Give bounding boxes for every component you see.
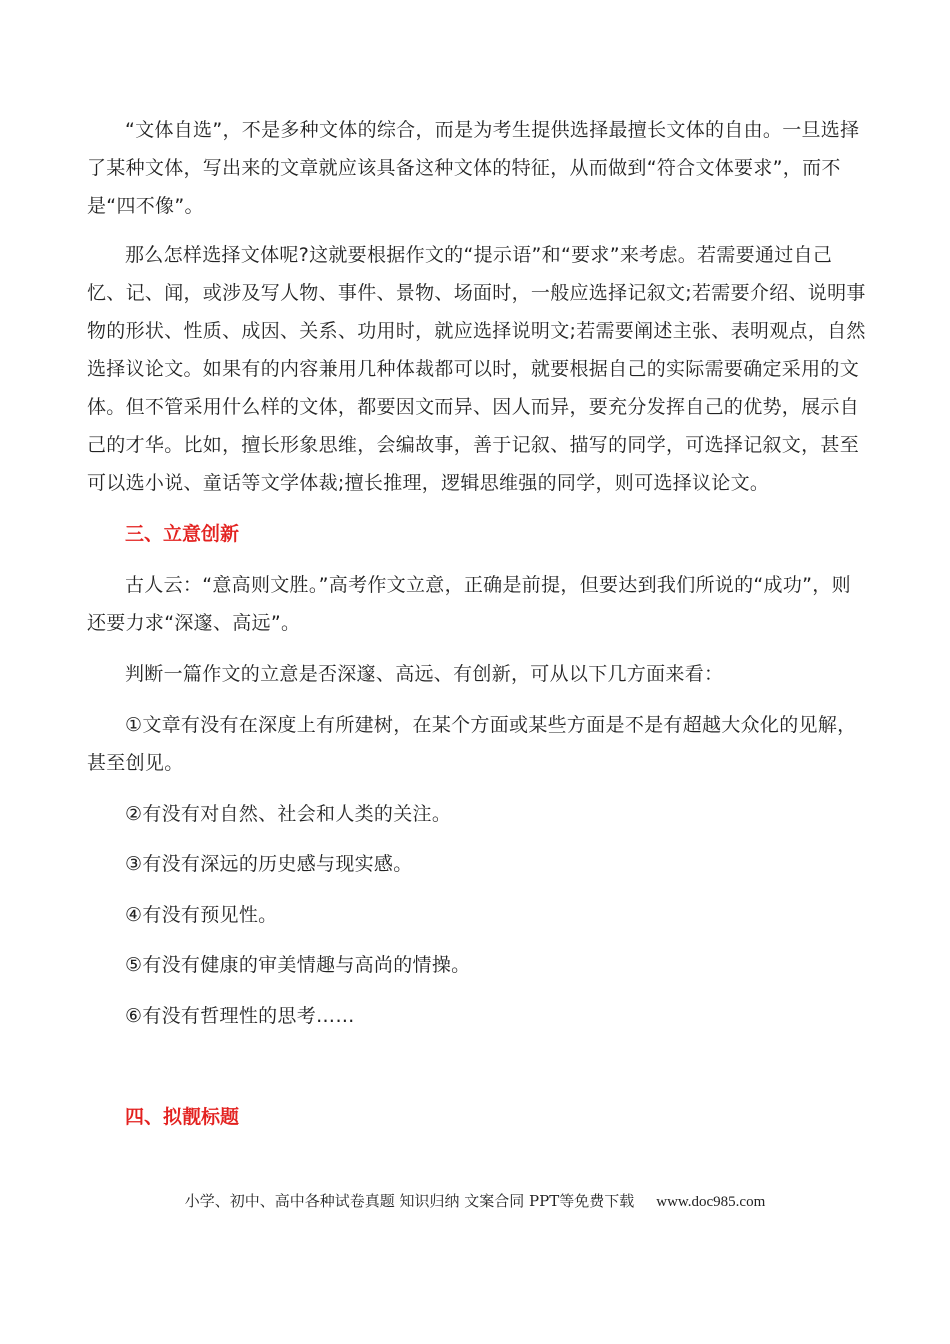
footer-text: 小学、初中、高中各种试卷真题 知识归纳 文案合同 PPT等免费下载 (184, 1192, 635, 1210)
paragraph-judge-criteria: 判断一篇作文的立意是否深邃、高远、有创新，可从以下几方面来看： (125, 663, 724, 685)
paragraph-how-to-choose: 那么怎样选择文体呢?这就要根据作文的“提示语”和“要求”来考虑。若需要通过自己忆、记、闻，或涉及写人物、事件、景物、场面时，一般应选择记叙文;若需要介绍、说明事物的形状、性质、成因、关系、功用时，就应选择说明文;若需要阐述主张、表明观点，自然选择议论文。如果有的内容兼用几种体裁都可以时，就要根据自己的实际需要确定采用的文体。但不管采用什么样的文体，都要因文而异、因人而异，要充分发挥自己的优势，展示自己的才华。比如，擅长形象思维，会编故事，善于记叙、描写的同学，可选择记叙文，甚至可以选小说、童话等文学体裁;擅长推理，逻辑思维强的同学，则可选择议论文。 (87, 244, 866, 494)
footer-url-link[interactable]: www.doc985.com (656, 1194, 766, 1210)
paragraph-genre-choice: “文体自选”，不是多种文体的综合，而是为考生提供选择最擅长文体的自由。一旦选择了某种文体，写出来的文章就应该具备这种文体的特征，从而做到“符合文体要求”，而不是“四不像”。 (87, 119, 860, 217)
list-item-4: ④有没有预见性。 (125, 904, 278, 926)
list-item-2: ②有没有对自然、社会和人类的关注。 (125, 803, 452, 825)
list-item-1: ①文章有没有在深度上有所建树，在某个方面或某些方面是不是有超越大众化的见解，甚至创见。 (87, 714, 857, 774)
page-footer (0, 1190, 950, 1211)
paragraph-ancient-saying: 古人云：“意高则文胜。”高考作文立意，正确是前提，但要达到我们所说的“成功”，则还要力求“深邃、高远”。 (87, 574, 851, 634)
list-item-5: ⑤有没有健康的审美情趣与高尚的情操。 (125, 954, 471, 976)
section-heading-3: 三、立意创新 (125, 523, 240, 545)
section-heading-4: 四、拟靓标题 (125, 1106, 240, 1128)
list-item-3: ③有没有深远的历史感与现实感。 (125, 853, 413, 875)
list-item-6: ⑥有没有哲理性的思考…… (125, 1005, 355, 1027)
